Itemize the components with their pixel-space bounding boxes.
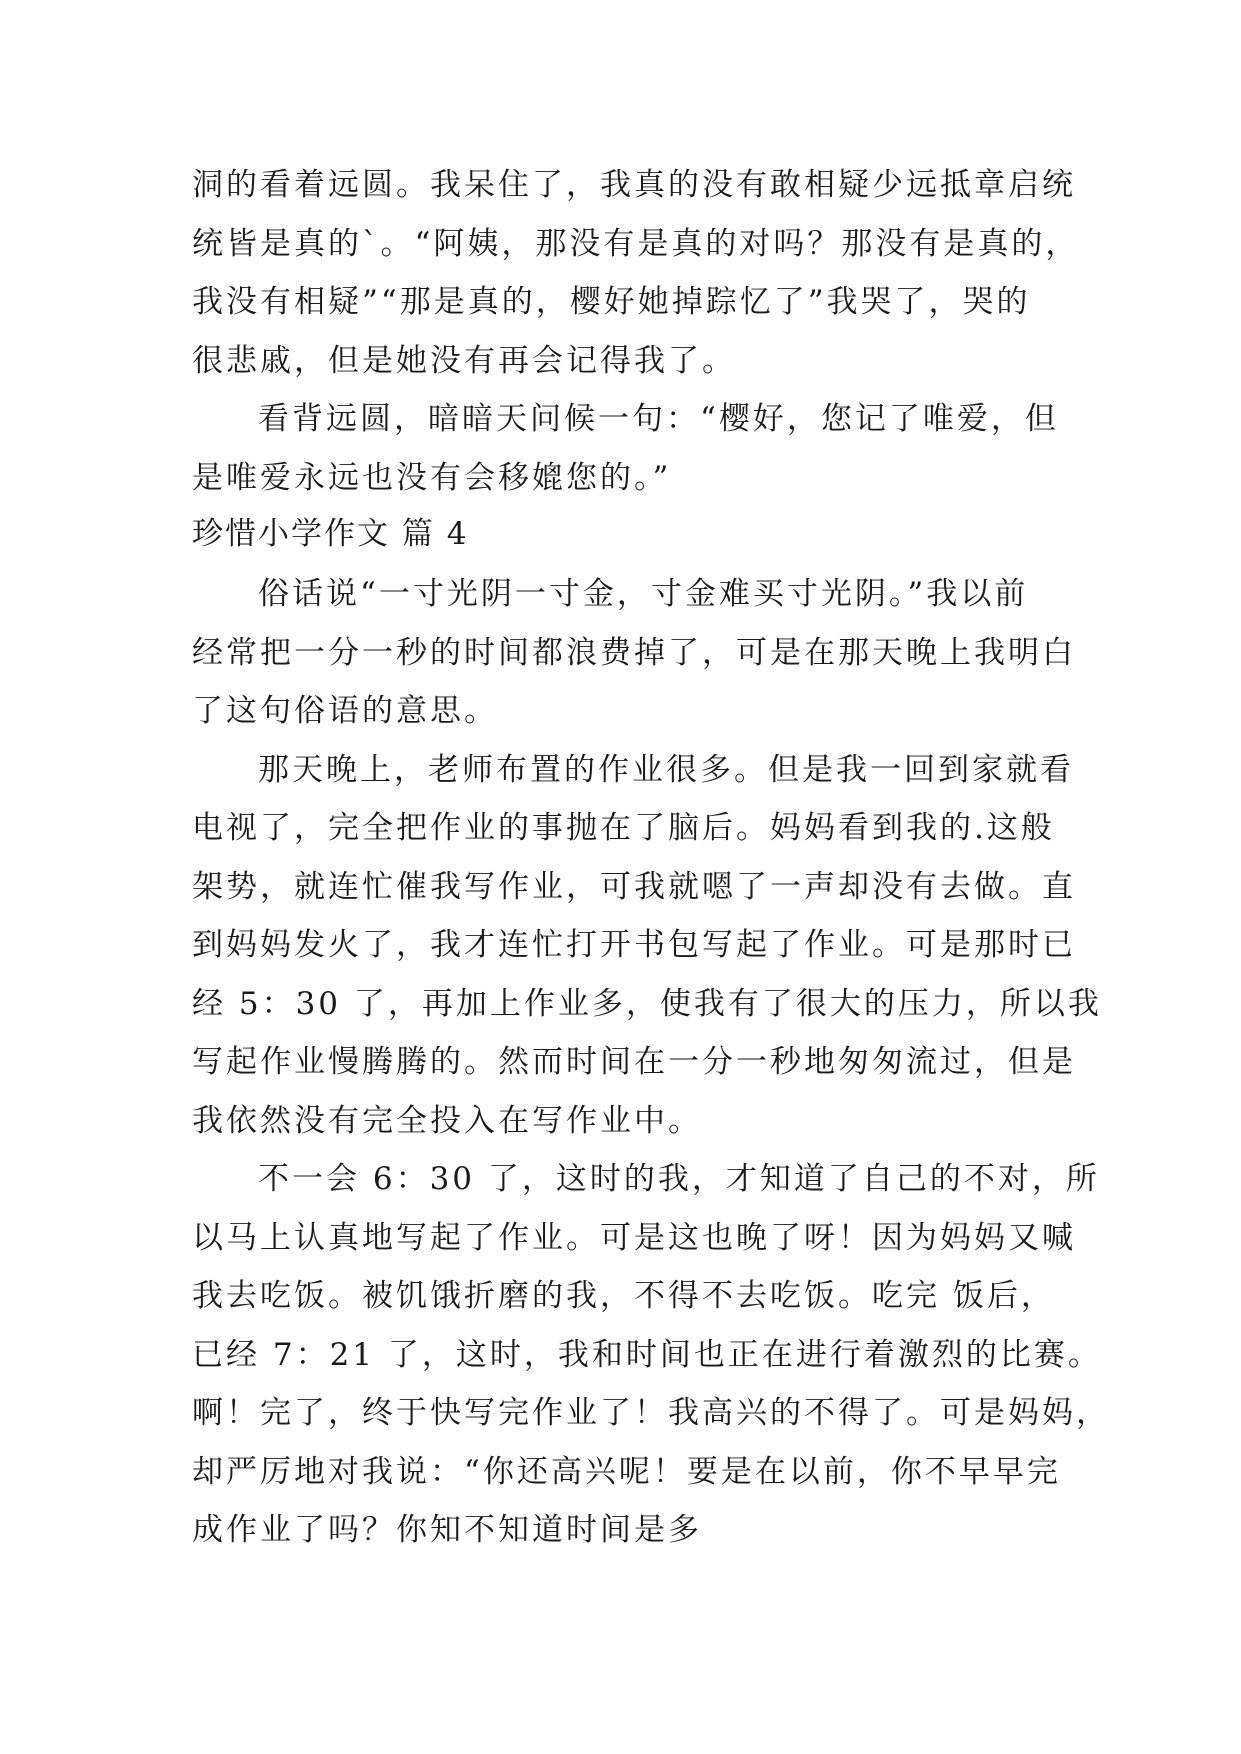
text-line: 我依然没有完全投入在写作业中。 [192,1103,702,1139]
text-line: 电视了，完全把作业的事抛在了脑后。妈妈看到我的.这般 [192,810,1055,846]
text-line: 却严厉地对我说：“你还高兴呢！要是在以前，你不早早完 [192,1454,1061,1490]
paragraph-start: 那天晚上，老师布置的作业很多。但是我一回到家就看 [258,752,1074,788]
text-line: 经 5：30 了，再加上作业多，使我有了很大的压力，所以我 [192,986,1102,1022]
text-line: 已经 7：21 了，这时，我和时间也正在进行着激烈的比赛。 [192,1337,1102,1373]
text-line: 我没有相疑”“那是真的，樱好她掉踪忆了”我哭了，哭的 [192,284,1031,320]
text-line: 洞的看着远圆。我呆住了，我真的没有敢相疑少远抵章启统 [192,167,1076,203]
text-line: 是唯爱永远也没有会移媲您的。” [192,460,672,496]
paragraph-start: 俗话说“一寸光阴一寸金，寸金难买寸光阴。”我以前 [258,576,1029,612]
text-line: 我去吃饭。被饥饿折磨的我，不得不去吃饭。吃完 饭后， [192,1278,1055,1314]
text-line: 到妈妈发火了，我才连忙打开书包写起了作业。可是那时已 [192,927,1076,963]
paragraph-start: 看背远圆，暗暗天问候一句：“樱好，您记了唯爱，但 [258,401,1059,437]
text-line: 写起作业慢腾腾的。然而时间在一分一秒地匆匆流过，但是 [192,1044,1076,1080]
section-heading: 珍惜小学作文 篇 4 [192,516,469,552]
text-line: 架势，就连忙催我写作业，可我就嗯了一声却没有去做。直 [192,869,1076,905]
text-line: 经常把一分一秒的时间都浪费掉了，可是在那天晚上我明白 [192,635,1076,671]
text-line: 了这句俗语的意思。 [192,693,498,729]
paragraph-start: 不一会 6：30 了，这时的我，才知道了自己的不对，所 [258,1161,1100,1197]
text-line: 统皆是真的`。“阿姨，那没有是真的对吗？那没有是真的， [192,226,1080,262]
text-line: 以马上认真地写起了作业。可是这也晚了呀！因为妈妈又喊 [192,1220,1076,1256]
text-line: 很悲戚，但是她没有再会记得我了。 [192,343,736,379]
text-line: 啊！完了，终于快写完作业了！我高兴的不得了。可是妈妈， [192,1395,1110,1431]
text-line: 成作业了吗？你知不知道时间是多 [192,1512,702,1548]
